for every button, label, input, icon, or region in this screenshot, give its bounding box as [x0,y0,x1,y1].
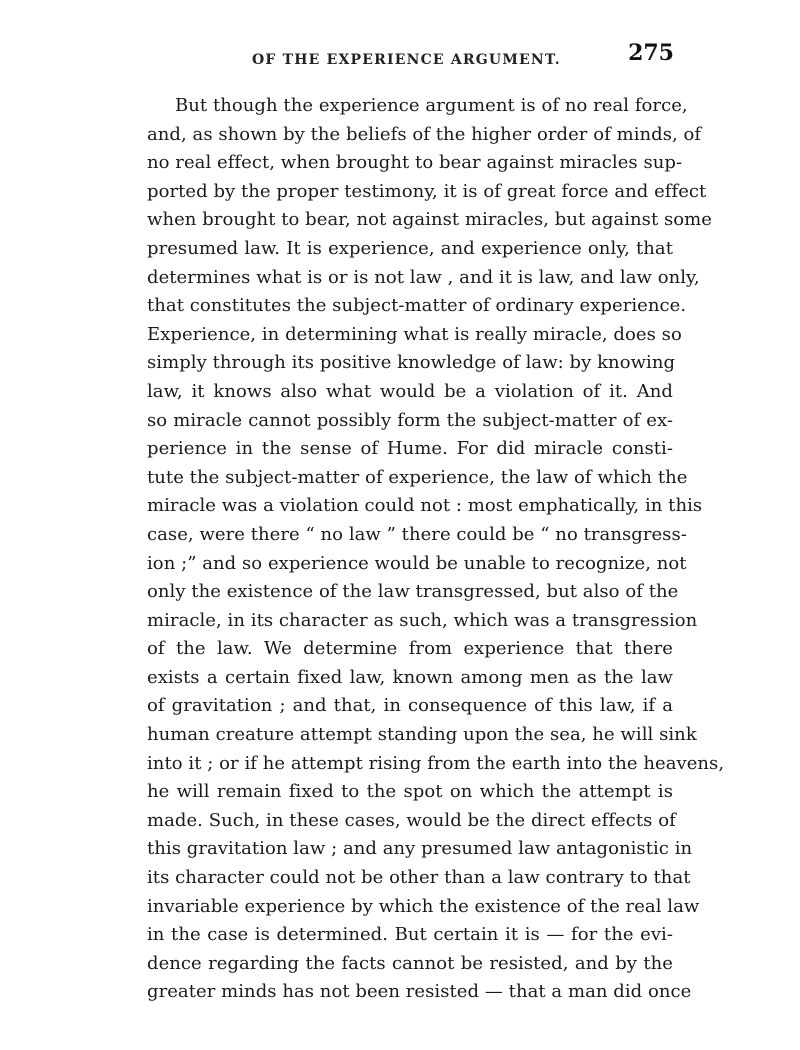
text-line: he will remain fixed to the spot on which the attempt is [147,781,673,803]
text-line: in the case is determined. But certain it is — for the evi- [147,924,673,946]
text-line: dence regarding the facts cannot be resisted, and by the [147,952,673,974]
text-line: ported by the proper testimony, it is of great force and effect [147,180,707,202]
text-line: this gravitation law ; and any presumed law antagonistic in [147,838,693,860]
text-line: tute the subject-matter of experience, the law of which the [147,466,688,488]
text-line: presumed law. It is experience, and experience only, that [147,237,673,259]
running-title: OF THE EXPERIENCE ARGUMENT. [252,52,561,68]
text-line: perience in the sense of Hume. For did miracle consti- [147,438,673,460]
text-line: determines what is or is not law , and it is law, and law only, [147,266,700,288]
text-line: no real effect, when brought to bear against miracles sup- [147,152,683,174]
text-line: when brought to bear, not against miracles, but against some [147,209,712,231]
text-line: simply through its positive knowledge of law: by knowing [147,352,676,374]
text-line: miracle was a violation could not : most emphatically, in this [147,495,703,517]
text-line: But though the experience argument is of no real force, [175,95,688,116]
text-line: so miracle cannot possibly form the subject-matter of ex- [147,409,673,431]
text-line: its character could not be other than a law contrary to that [147,867,691,889]
text-line: of the law. We determine from experience that there [147,638,673,660]
text-line: into it ; or if he attempt rising from the earth into the heavens, [147,752,725,774]
text-line: that constitutes the subject-matter of ordinary experience. [147,295,687,317]
text-line: human creature attempt standing upon the sea, he will sink [147,724,697,746]
page-number: 275 [628,40,674,66]
text-line: of gravitation ; and that, in consequence of this law, if a [147,695,673,717]
text-line: greater minds has not been resisted — that a man did once [147,981,692,1003]
text-line: ion ;” and so experience would be unable to recognize, not [147,552,687,574]
text-line: case, were there “ no law ” there could be “ no transgress- [147,523,687,545]
body-text [147,92,725,1007]
text-line: and, as shown by the beliefs of the higher order of minds, of [147,123,702,145]
running-head [150,42,674,76]
text-line: Experience, in determining what is really miracle, does so [147,323,682,345]
text-line: exists a certain fixed law, known among men as the law [147,666,673,688]
text-line: made. Such, in these cases, would be the direct effects of [147,809,676,831]
text-line: only the existence of the law transgressed, but also of the [147,581,679,603]
text-line: miracle, in its character as such, which was a transgression [147,609,698,631]
text-line: invariable experience by which the existence of the real law [147,895,700,917]
text-line: law, it knows also what would be a violation of it. And [147,380,673,402]
